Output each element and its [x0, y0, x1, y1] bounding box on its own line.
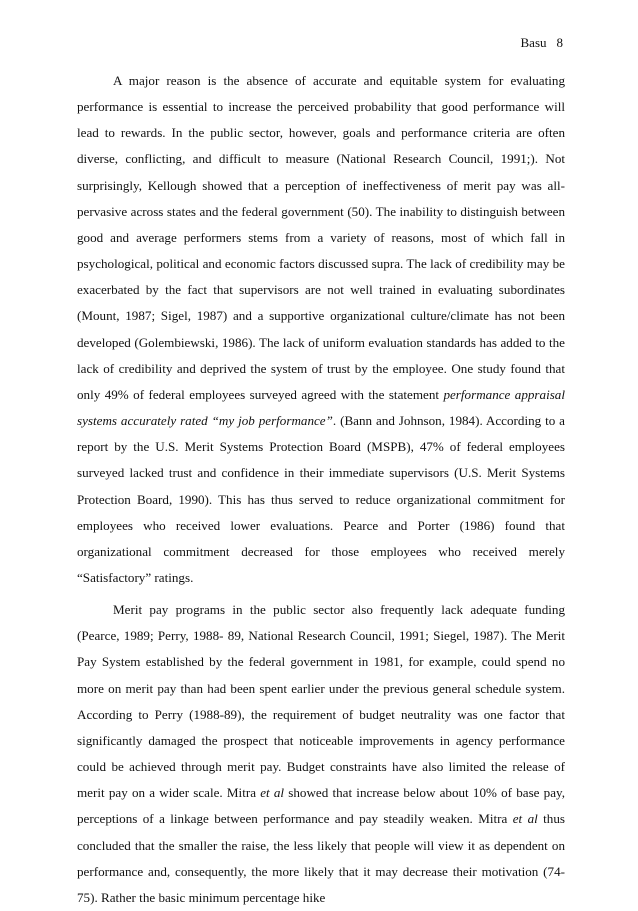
header-author: Basu: [520, 35, 547, 50]
paragraph-text: A major reason is the absence of accurate and equitable system for evaluating performance is essential to increase the perceived probability that good performance will lead to rewards. In the public sector, however, goals and performance criteria are often diverse, conflicting, and difficult to measure (National Research Council, 1991;). Not surprisingly, Kellough showed that a perception of ineffectiveness of merit pay was all-pervasive across states and the federal government (50). The inability to distinguish between good and average performers stems from a variety of reasons, most of which fall in psychological, political and economic factors discussed supra. The lack of credibility may be exacerbated by the fact that supervisors are not well trained in evaluating subordinates (Mount, 1987; Sigel, 1987) and a supportive organizational culture/climate has not been developed (Golembiewski, 1986). The lack of uniform evaluation standards has added to the lack of credibility and deprived the system of trust by the employee. One study found that only 49% of federal employees surveyed agreed with the statement: [77, 73, 565, 402]
paragraph-text: . (Bann and Johnson, 1984). According to a report by the U.S. Merit Systems Protection Board (MSPB), 47% of federal employees surveyed lacked trust and confidence in their immediate supervisors (U.S. Merit Systems Protection Board, 1990). This has thus served to reduce organizational commitment for employees who received lower evaluations. Pearce and Porter (1986) found that organizational commitment decreased for those employees who received merely “Satisfactory” ratings.: [77, 413, 565, 585]
paragraph-text: showed that increase below about 10% of base pay, perceptions of a linkage between performance and pay steadily weaken. Mitra: [77, 785, 566, 827]
italic-text: performance appraisal systems accurately rated “my job performance”: [77, 386, 565, 429]
italic-text: et al: [260, 785, 285, 801]
italic-text: et al: [512, 811, 538, 827]
running-header: [521, 35, 564, 51]
paragraph-text: Merit pay programs in the public sector also frequently lack adequate funding (Pearce, 1989; Perry, 1988- 89, National Research Council, 1991; Siegel, 1987). The Merit Pay System established by the federal government in 1981, for example, could spend no more on merit pay than had been spent earlier under the previous general schedule system. According to Perry (1988-89), the requirement of budget neutrality was one factor that significantly damaged the prospect that noticeable improvements in agency performance could be achieved through merit pay. Budget constraints have also limited the release of merit pay on a wider scale. Mitra: [77, 602, 565, 801]
paragraph: [77, 68, 565, 591]
paragraph: [77, 597, 565, 911]
paragraph-text: thus concluded that the smaller the raise, the less likely that people will view it as dependent on performance and, consequently, the more likely that it may decrease their motivation (74-75). Rather the basic minimum percentage hike: [77, 811, 565, 905]
page-number: 8: [556, 35, 563, 50]
body-text: [77, 68, 565, 911]
